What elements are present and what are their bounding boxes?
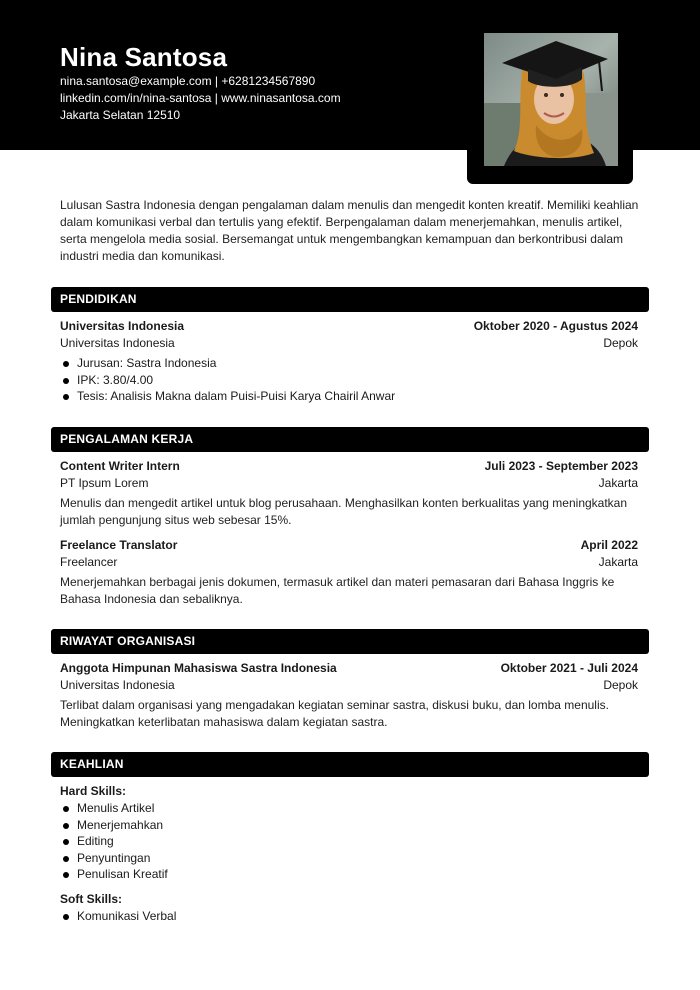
job-location: Jakarta [598, 555, 638, 569]
bullet-icon [63, 806, 69, 812]
education-dates: Oktober 2020 - Agustus 2024 [473, 319, 638, 333]
job-company: PT Ipsum Lorem [60, 476, 149, 490]
organization-institution: Universitas Indonesia [60, 678, 175, 692]
section-title: PENDIDIKAN [60, 292, 137, 306]
organization-description: Terlibat dalam organisasi yang mengadakan kegiatan seminar sastra, diskusi buku, dan lomba menulis. Meningkatkan keterlibatan mahasiswa dalam kegiatan sastra. [60, 698, 609, 729]
job-description: Menulis dan mengedit artikel untuk blog perusahaan. Menghasilkan konten berkualitas yang meningkatkan jumlah pengunjung situs web sebesar 15%. [60, 496, 628, 527]
job-role: Freelance Translator [60, 538, 178, 552]
section-header-education [51, 287, 649, 312]
organization-location: Depok [603, 678, 638, 692]
section-header-organization [51, 629, 649, 654]
candidate-name: Nina Santosa [60, 42, 228, 72]
job-role: Content Writer Intern [60, 459, 180, 473]
bullet-icon [63, 823, 69, 829]
bullet-icon [63, 361, 69, 367]
bullet-icon [63, 872, 69, 878]
job-description: Menerjemahkan berbagai jenis dokumen, termasuk artikel dan materi pemasaran dari Bahasa Inggris ke Bahasa Indonesia dan sebaliknya. [60, 575, 615, 606]
education-school: Universitas Indonesia [60, 319, 185, 333]
job-company: Freelancer [60, 555, 118, 569]
section-header-skills [51, 752, 649, 777]
contact-links: linkedin.com/in/nina-santosa | www.ninasantosa.com [60, 91, 341, 105]
bullet-icon [63, 839, 69, 845]
education-location: Depok [603, 336, 638, 350]
contact-address: Jakarta Selatan 12510 [60, 108, 181, 122]
contact-email-phone: nina.santosa@example.com | +6281234567890 [60, 74, 316, 88]
organization-role: Anggota Himpunan Mahasiswa Sastra Indonesia [60, 661, 337, 675]
bullet-icon [63, 394, 69, 400]
profile-photo [484, 33, 618, 166]
job-dates: April 2022 [580, 538, 638, 552]
bullet-icon [63, 378, 69, 384]
hard-skills-label: Hard Skills: [60, 784, 127, 798]
job-location: Jakarta [598, 476, 638, 490]
section-title: RIWAYAT ORGANISASI [60, 634, 196, 648]
profile-summary: Lulusan Sastra Indonesia dengan pengalaman dalam menulis dan mengedit konten kreatif. Memiliki keahlian dalam komunikasi verbal dan tertulis yang efektif. Berpengalaman dalam menerjemahkan, menulis artikel, serta mengelola media sosial. Bersemangat untuk mengembangkan kemampuan dan berkontribusi dalam industri media dan komunikasi. [60, 198, 639, 263]
section-title: KEAHLIAN [60, 757, 124, 771]
bullet-icon [63, 914, 69, 920]
section-title: PENGALAMAN KERJA [60, 432, 194, 446]
education-institution: Universitas Indonesia [60, 336, 175, 350]
organization-dates: Oktober 2021 - Juli 2024 [500, 661, 638, 675]
section-header-experience [51, 427, 649, 452]
soft-skills-label: Soft Skills: [60, 892, 123, 906]
job-dates: Juli 2023 - September 2023 [484, 459, 638, 473]
bullet-icon [63, 856, 69, 862]
